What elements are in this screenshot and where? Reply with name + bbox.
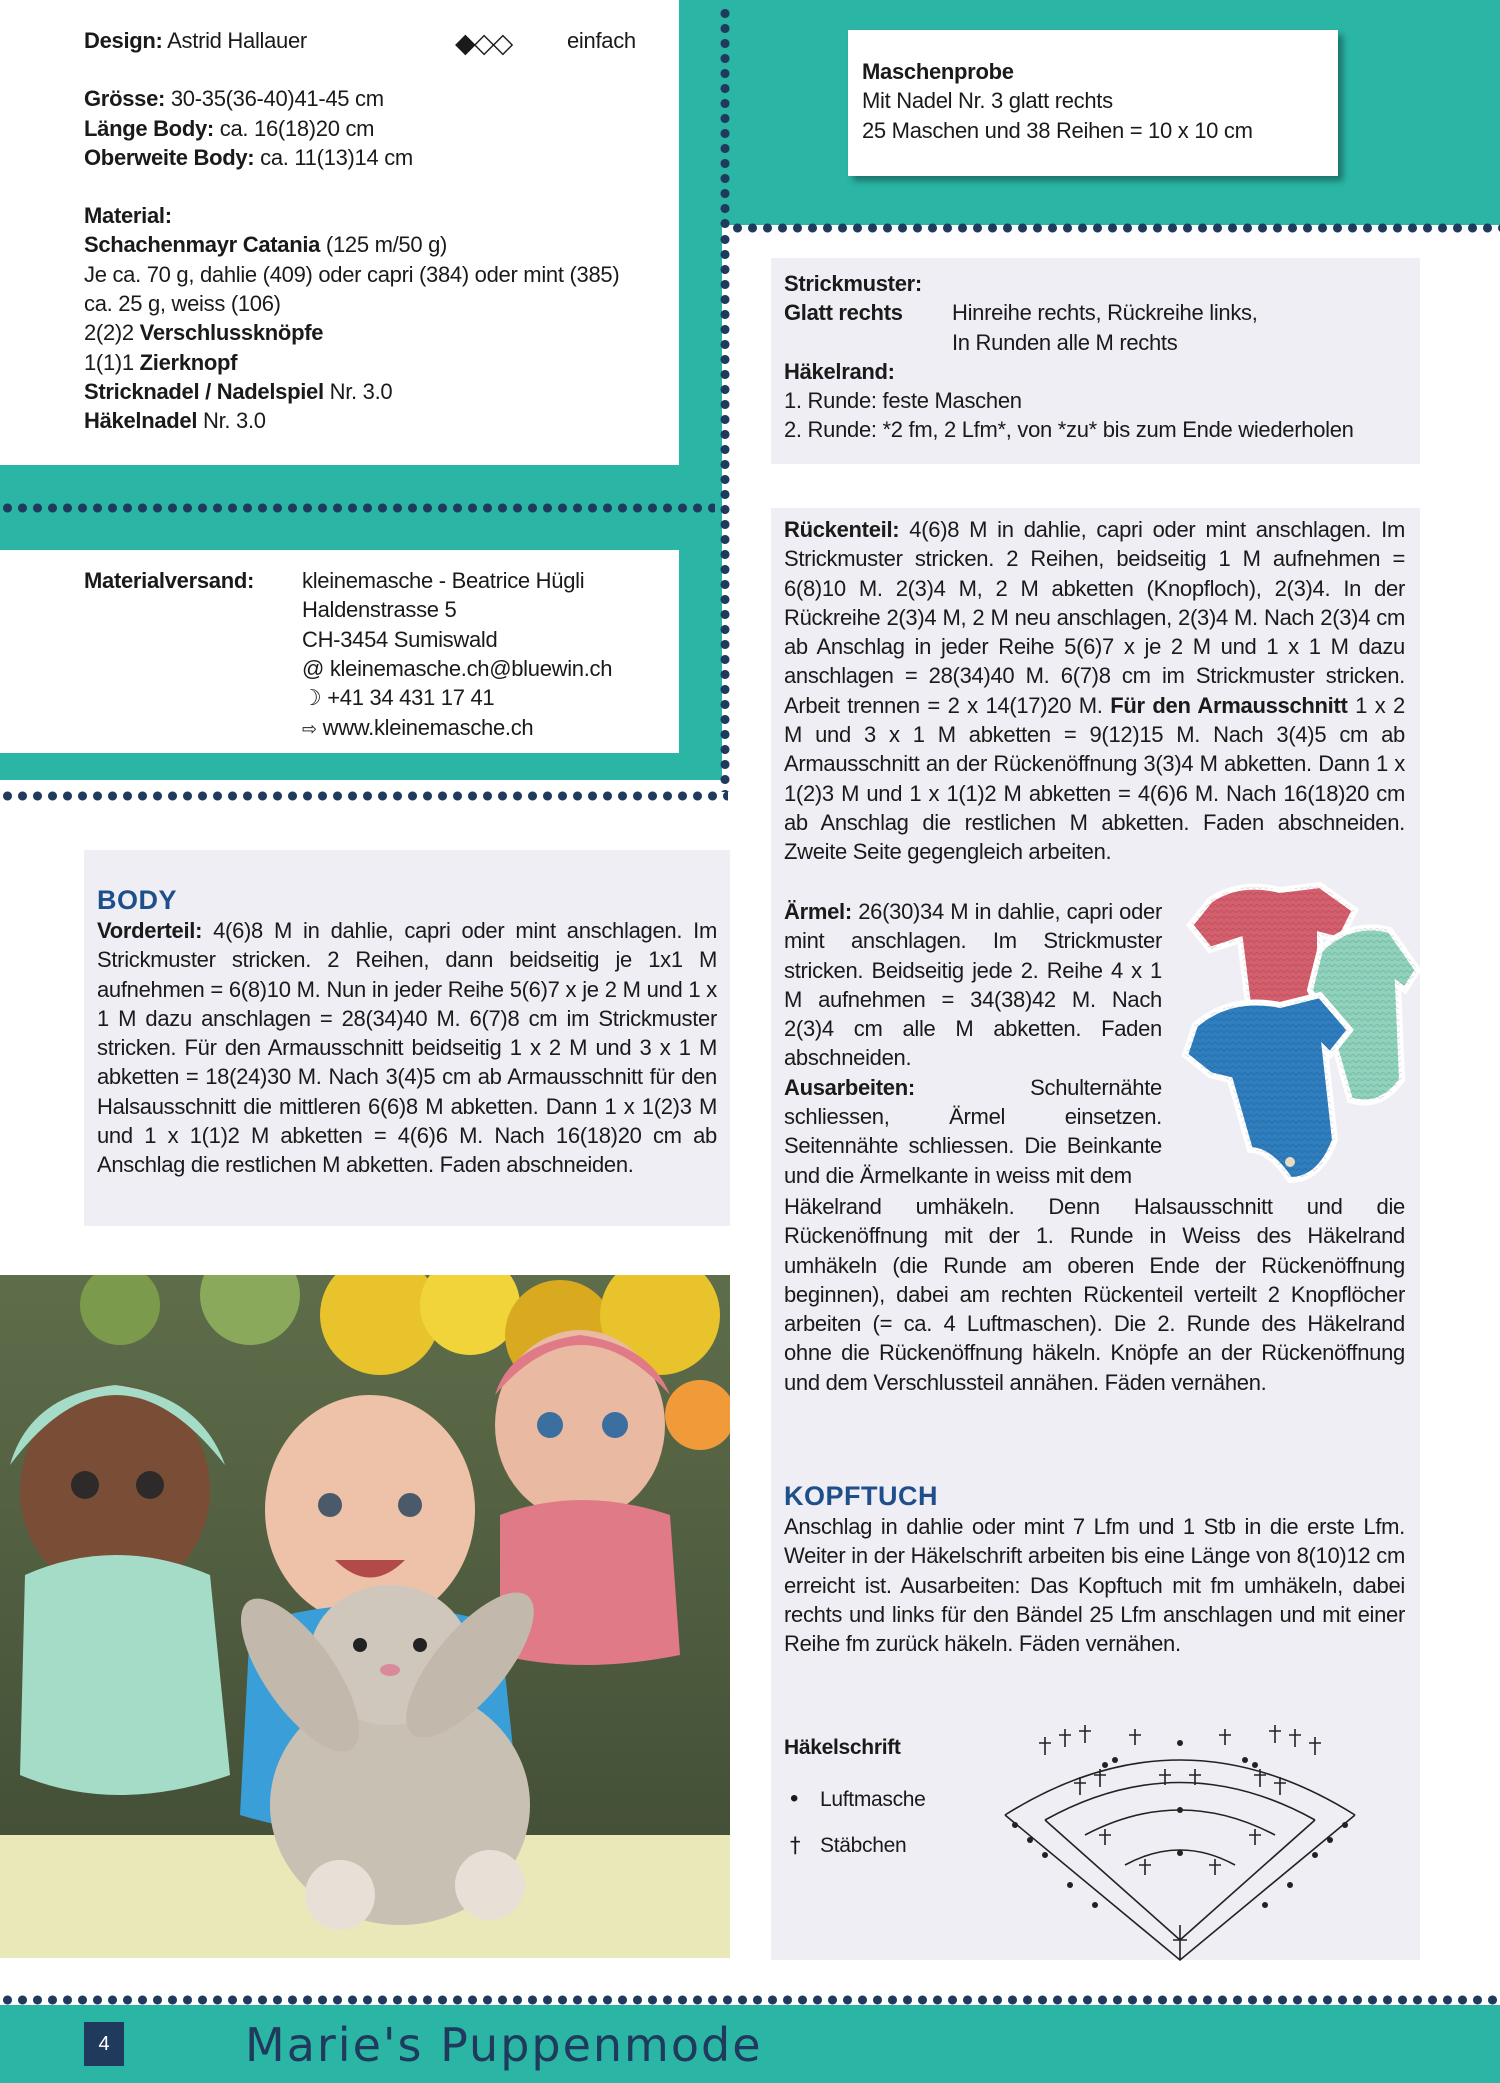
- page-number: 4: [98, 2033, 110, 2055]
- page-number-box: [84, 2022, 124, 2066]
- shipping-website[interactable]: ⇨ www.kleinemasche.ch: [302, 715, 534, 741]
- dotted-divider-vertical-mid: [719, 232, 731, 792]
- gauge-title: Maschenprobe: [862, 59, 1014, 84]
- body-heading: BODY: [97, 885, 178, 915]
- arrow-right-icon: ⇨: [302, 719, 317, 741]
- phone-icon: ☽: [302, 686, 322, 712]
- material-heading: Material:: [84, 203, 172, 229]
- dotted-divider-footer: [0, 1994, 1500, 2006]
- brand-title: Marie's Puppenmode: [245, 2018, 763, 2072]
- kopftuch-heading: KOPFTUCH: [784, 1481, 938, 1511]
- chest-line: Oberweite Body: ca. 11(13)14 cm: [84, 144, 413, 170]
- crochet-chart-diagram: [985, 1725, 1375, 1975]
- yarn-white-line: ca. 25 g, weiss (106): [84, 291, 281, 317]
- dotted-divider-left-mid: [0, 502, 715, 514]
- bodysuits-photo: [1170, 880, 1420, 1190]
- shipping-box: [0, 550, 679, 753]
- legend-chain: • Luftmasche: [790, 1785, 926, 1812]
- dotted-divider-left-low: [0, 790, 728, 802]
- difficulty-label: einfach: [567, 28, 636, 53]
- finishing-text: Häkelrand umhäkeln. Denn Halsausschnitt und die Rückenöffnung mit der 1. Runde in Weiss des Häkelrand umhäkeln (die Runde am oberen Ende der Rückenöffnung beginnen), dabei am rechten Rückenteil verteilt 2 Knopflöcher arbeiten (= ca. 4 Luftmaschen). Die 2. Runde des Häkelrand ohne die Rückenöffnung häkeln. Knöpfe an der Rückenöffnung und dem Verschlussteil annähen. Fäden vernähen.: [784, 1194, 1405, 1395]
- yarn-line: Schachenmayr Catania (125 m/50 g): [84, 232, 448, 258]
- shipping-label: Materialversand:: [84, 568, 255, 593]
- chain-symbol-icon: •: [790, 1785, 799, 1812]
- kopftuch-text: Anschlag in dahlie oder mint 7 Lfm und 1 Stb in die erste Lfm. Weiter in der Häkelschrift arbeiten bis eine Länge von 8(10)12 cm erreicht ist. Ausarbeiten: Das Kopftuch mit fm umhäkeln, dabei rechts und links für den Bändel 25 Lfm anschlagen und mit einer Reihe fm zurück häkeln. Fäden vernähen.: [784, 1514, 1405, 1657]
- shipping-email[interactable]: @ kleinemasche.ch@bluewin.ch: [302, 655, 613, 681]
- body-instructions-box: [84, 850, 730, 1226]
- difficulty-diamonds: ◆◇◇: [455, 28, 512, 59]
- crochet-edge-round-2: 2. Runde: *2 fm, 2 Lfm*, von *zu* bis zum Ende wiederholen: [784, 417, 1354, 443]
- stockinette-row: Glatt rechts Hinreihe rechts, Rückreihe links, In Runden alle M rechts: [784, 300, 1258, 355]
- hook-line: Häkelnadel Nr. 3.0: [84, 408, 266, 434]
- stitch-pattern-box: [771, 258, 1420, 464]
- shipping-street: Haldenstrasse 5: [302, 597, 457, 623]
- needle-line: Stricknadel / Nadelspiel Nr. 3.0: [84, 378, 393, 404]
- mint-doll-icon: [10, 1385, 230, 1795]
- blue-bodysuit-icon: [1185, 995, 1350, 1180]
- crochet-stitches-icon: [1005, 1725, 1355, 1960]
- shipping-name: kleinemasche - Beatrice Hügli: [302, 568, 585, 593]
- gauge-line-2: 25 Maschen und 38 Reihen = 10 x 10 cm: [862, 117, 1253, 143]
- back-piece-text: Rückenteil: 4(6)8 M in dahlie, capri oder mint anschlagen. Im Strickmuster stricken. 2 Reihen, beidseitig 1 M aufnehmen = 6(8)10 M. 2(3)4 M, 2 M abketten (Knopfloch), 2(3)4. In der Rückreihe 2(3)4 M, 2 M neu anschlagen, 2(3)4 M. Nach 2(3)4 cm ab Anschlag in jeder Reihe 5(6)7 x je 2 M und 1 x 1 M dazu anschlagen = 28(34)40 M. 6(7)8 cm im Strickmuster stricken. Arbeit trennen = 2 x 14(17)20 M. Für den Armausschnitt 1 x 2 M und 3 x 1 M abketten = 9(12)15 M. Nach 3(4)5 cm ab Armausschnitt an der Rückenöffnung 3(3)4 M abketten. Dann 1 x 1(2)3 M und 1 x 1(1)2 M abketten = 4(6)6 M. Nach 16(18)20 cm ab Anschlag die restlichen M abketten. Faden abschneiden. Zweite Seite gegengleich arbeiten.: [784, 517, 1405, 865]
- length-line: Länge Body: ca. 16(18)20 cm: [84, 115, 375, 141]
- kopftuch-section: [784, 1480, 1405, 1658]
- crochet-edge-title: Häkelrand:: [784, 358, 895, 384]
- legend-double: † Stäbchen: [790, 1831, 906, 1860]
- decor-button-line: 1(1)1 Zierknopf: [84, 349, 238, 375]
- buttons-line: 2(2)2 Verschlussknöpfe: [84, 320, 324, 346]
- size-line: Grösse: 30-35(36-40)41-45 cm: [84, 86, 384, 112]
- yarn-amount-line: Je ca. 70 g, dahlie (409) oder capri (384) oder mint (385): [84, 261, 620, 287]
- design-line: Design: Astrid Hallauer: [84, 28, 307, 53]
- shipping-city: CH-3454 Sumiswald: [302, 626, 498, 652]
- double-crochet-symbol-icon: †: [790, 1833, 801, 1857]
- dolls-photo: [0, 1275, 730, 1958]
- finishing-text-wrap: Ausarbeiten: Schulternähte schliessen, Ärmel einsetzen. Seitennähte schliessen. Die Beinkante und die Ärmelkante in weiss mit dem: [784, 1074, 1162, 1188]
- body-front-text: Vorderteil: 4(6)8 M in dahlie, capri oder mint anschlagen. Im Strickmuster stricken. 2 Reihen, dann beidseitig je 1x1 M aufnehmen = 6(8)10 M. Nun in jeder Reihe 5(6)7 x je 2 M und 1 x 1 M dazu anschlagen = 28(34)40 M. 6(7)8 cm im Strickmuster stricken. Für den Armausschnitt beidseitig 1 x 2 M und 3 x 1 M abketten = 18(24)30 M. Nach 3(4)5 cm ab Armausschnitt für den Halsausschnitt die mittleren 6(6)8 M abketten. Dann 1 x 1(2)3 M und 1 x 1(1)2 M abketten = 4(6)6 M. Nach 16(18)20 cm ab Anschlag die restlichen M abketten. Faden abschneiden.: [97, 918, 717, 1178]
- gauge-box: [848, 30, 1338, 176]
- crochet-edge-round-1: 1. Runde: feste Maschen: [784, 388, 1022, 414]
- design-material-box: [0, 0, 679, 465]
- dotted-divider-vertical-top: [719, 6, 731, 231]
- shipping-phone: ☽ +41 34 431 17 41: [302, 685, 495, 712]
- gauge-line-1: Mit Nadel Nr. 3 glatt rechts: [862, 88, 1113, 114]
- crochet-chart-title: Häkelschrift: [784, 1736, 901, 1759]
- sleeves-text: Ärmel: 26(30)34 M in dahlie, capri oder mint anschlagen. Im Strickmuster stricken. Beidseitig jede 2. Reihe 4 x 1 M aufnehmen = 34(38)42 M. Nach 2(3)4 cm alle M abketten. Faden abschneiden. Ausarbeiten: Schulternähte schliessen, Ärmel einsetzen. Seitennähte schliessen. Die Beinkante und die Ärmelkante in weiss mit dem: [784, 897, 1162, 1190]
- dotted-divider-right-top: [730, 222, 1500, 234]
- pattern-title: Strickmuster:: [784, 271, 922, 296]
